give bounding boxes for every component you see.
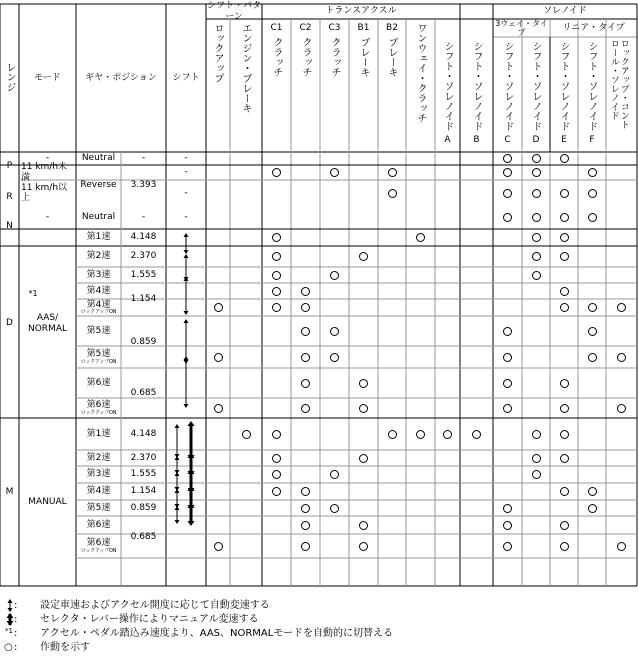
gear-text: Neutral	[81, 153, 116, 164]
column-suffix: A	[444, 134, 451, 145]
legend-item	[0, 613, 259, 626]
range-M: M	[5, 486, 14, 497]
mode-d: AAS/ NORMAL	[27, 313, 67, 334]
column-label: シフト・ソレノイド	[502, 41, 513, 131]
gear-ratio: 0.685	[130, 531, 157, 542]
legend-item	[0, 599, 270, 612]
gear-text: 第5速	[86, 349, 111, 360]
gear-ratio: -	[141, 212, 146, 223]
header-three-way: 3ウェイ・タイプ	[495, 18, 548, 37]
gear-text: 第5速	[86, 502, 111, 513]
legend-text: セレクタ・レバー操作によりマニュアル変速する	[40, 614, 259, 625]
gear-ratio: 2.370	[130, 251, 157, 262]
header-solenoid: ソレノイド	[543, 6, 587, 17]
gear-ratio: 0.685	[130, 387, 157, 398]
note-marker: *1	[28, 289, 38, 299]
column-label: ワンウェイ・クラッチ	[415, 23, 426, 123]
gear-text: 第1速	[86, 428, 111, 439]
column-label: シフト・ソレノイド	[471, 41, 482, 131]
operation-mark-icon: ○	[4, 642, 13, 653]
header-shift: シフト	[172, 72, 200, 83]
gear-text: Reverse	[80, 180, 117, 191]
gear-ratio: 3.393	[130, 180, 157, 191]
gear-text: 第3速	[86, 269, 111, 280]
gear-ratio: 0.859	[130, 502, 157, 513]
lockup-on-label: ロックアップON	[80, 309, 117, 316]
range-P: P	[6, 160, 13, 171]
shift-dash: -	[184, 212, 188, 223]
mode-r-low: 11 km/h未満	[21, 162, 68, 183]
range-D: D	[6, 318, 13, 329]
header-mode: モード	[34, 72, 61, 83]
column-label: シフト・ソレノイド	[586, 41, 597, 131]
legend-text: 作動を示す	[40, 642, 90, 653]
gear-text: 第4速	[86, 299, 111, 310]
gear-text: 第4速	[86, 285, 111, 296]
column-label: クラッチ	[271, 37, 282, 77]
legend-text: アクセル・ペダル踏込み速度より、AAS、NORMALモードを自動的に切替える	[40, 628, 393, 639]
lockup-on-label: ロックアップON	[80, 547, 117, 554]
manual-shift-arrow-icon: :	[0, 613, 40, 626]
mode-m: MANUAL	[28, 496, 67, 507]
column-label: シフト・ソレノイド	[442, 41, 453, 131]
column-suffix: D	[532, 134, 540, 145]
column-code: C1	[270, 22, 283, 33]
mode-r-high: 11 km/h以上	[21, 182, 68, 203]
column-code: B1	[357, 22, 370, 33]
range-R: R	[6, 191, 13, 202]
column-label: シフト・ソレノイド	[558, 41, 569, 131]
gear-text: 第3速	[86, 469, 111, 480]
mode-p: -	[45, 153, 50, 164]
gear-ratio: 0.859	[130, 336, 157, 347]
column-label: エンジン・ブレーキ	[240, 23, 251, 113]
gear-ratio: 4.148	[130, 428, 157, 439]
gear-text: 第6速	[86, 519, 111, 530]
header-range: レンジ	[4, 62, 15, 92]
range-N: N	[6, 220, 13, 231]
header-linear: リニア・タイプ	[562, 22, 625, 33]
column-code: B2	[386, 22, 398, 33]
legend-text: 設定車速およびアクセル開度に応じて自動変速する	[40, 600, 270, 611]
gear-ratio: 1.555	[130, 269, 157, 280]
header-shift-pattern: シフト・パターン	[206, 1, 261, 22]
lockup-on-label: ロックアップON	[80, 409, 117, 416]
gear-text: 第6速	[86, 377, 111, 388]
legend-item: *1 : アクセル・ペダル踏込み速度より、AAS、NORMALモードを自動的に切替える	[5, 627, 393, 639]
column-label: ロックアップ・コントロール・ソレノイド	[608, 39, 629, 129]
gear-ratio: -	[141, 153, 146, 164]
header-gear-position: ギヤ・ポジション	[85, 72, 157, 83]
gear-text: 第2速	[86, 251, 111, 262]
gear-text: 第6速	[86, 400, 111, 411]
gear-ratio: 1.154	[130, 294, 157, 305]
column-suffix: F	[589, 134, 595, 145]
gear-text: 第2速	[86, 452, 111, 463]
column-label: ロックアップ	[212, 23, 223, 83]
gear-ratio: 2.370	[130, 452, 157, 463]
column-code: C3	[328, 22, 341, 33]
gear-text: 第1速	[86, 232, 111, 243]
shift-dash: -	[184, 187, 188, 198]
header-transaxle: トランスアクスル	[325, 6, 397, 17]
auto-shift-arrow-icon: :	[0, 599, 40, 612]
mode-n: -	[45, 212, 50, 223]
gear-text: 第4速	[86, 486, 111, 497]
note-marker: *1	[5, 627, 13, 635]
gear-text: 第6速	[86, 538, 111, 549]
lockup-on-label: ロックアップON	[80, 358, 117, 365]
column-suffix: B	[473, 134, 480, 145]
gear-ratio: 1.555	[130, 469, 157, 480]
legend-item: ○ : 作動を示す	[4, 642, 90, 653]
gear-text: 第5速	[86, 325, 111, 336]
gear-text: Neutral	[81, 212, 116, 223]
column-label: ブレーキ	[358, 37, 369, 77]
column-suffix: E	[561, 134, 567, 145]
gear-ratio: 1.154	[130, 486, 157, 497]
gear-ratio: 4.148	[130, 232, 157, 243]
column-code: C2	[299, 22, 312, 33]
column-suffix: C	[504, 134, 511, 145]
shift-dash: -	[184, 153, 188, 164]
column-label: シフト・ソレノイド	[530, 41, 541, 131]
column-label: クラッチ	[329, 37, 340, 77]
column-label: クラッチ	[300, 37, 311, 77]
column-label: ブレーキ	[386, 37, 397, 77]
shift-dash: -	[184, 167, 188, 178]
